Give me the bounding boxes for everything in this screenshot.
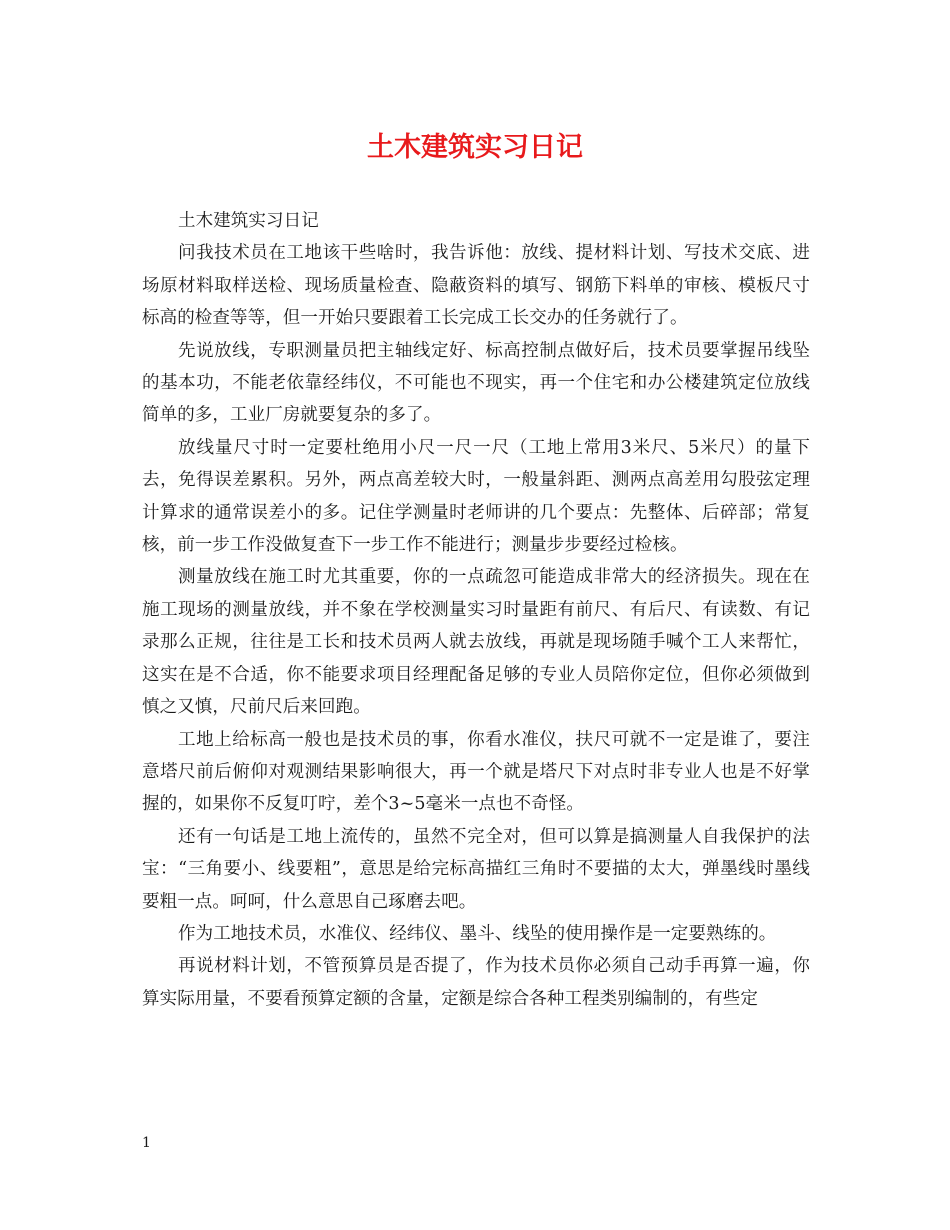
page-number: 1 <box>142 1135 151 1151</box>
paragraph: 还有一句话是工地上流传的，虽然不完全对，但可以算是搞测量人自我保护的法宝：“三角要小、线要粗”，意思是给完标高描红三角时不要描的太大，弹墨线时墨线要粗一点。呵呵，什么意思自己琢磨去吧。 <box>142 826 810 912</box>
paragraph: 土木建筑实习日记 <box>178 211 319 231</box>
paragraph: 先说放线，专职测量员把主轴线定好、标高控制点做好后，技术员要掌握吊线坠的基本功，不能老依靠经纬仪，不可能也不现实，再一个住宅和办公楼建筑定位放线简单的多，工业厂房就要复杂的多了。 <box>142 340 810 426</box>
paragraph: 测量放线在施工时尤其重要，你的一点疏忽可能造成非常大的经济损失。现在在施工现场的测量放线，并不象在学校测量实习时量距有前尺、有后尺、有读数、有记录那么正规，往往是工长和技术员两人就去放线，再就是现场随手喊个工人来帮忙，这实在是不合适，你不能要求项目经理配备足够的专业人员陪你定位，但你必须做到慎之又慎，尺前尺后来回跑。 <box>142 567 810 718</box>
paragraph: 作为工地技术员，水准仪、经纬仪、墨斗、线坠的使用操作是一定要熟练的。 <box>178 923 777 944</box>
document-body <box>142 205 810 1015</box>
paragraph: 再说材料计划，不管预算员是否提了，作为技术员你必须自己动手再算一遍，你算实际用量，不要看预算定额的含量，定额是综合各种工程类别编制的，有些定 <box>142 956 810 1009</box>
paragraph: 问我技术员在工地该干些啥时，我告诉他：放线、提材料计划、写技术交底、进场原材料取样送检、现场质量检查、隐蔽资料的填写、钢筋下料单的审核、模板尺寸标高的检查等等，但一开始只要跟着工长完成工长交办的任务就行了。 <box>142 243 810 329</box>
document-title: 土木建筑实习日记 <box>367 132 583 163</box>
paragraph: 工地上给标高一般也是技术员的事，你看水准仪，扶尺可就不一定是谁了，要注意塔尺前后俯仰对观测结果影响很大，再一个就是塔尺下对点时非专业人也是不好掌握的，如果你不反复叮咛，差个3~5毫米一点也不奇怪。 <box>142 729 810 815</box>
paragraph: 放线量尺寸时一定要杜绝用小尺一尺一尺（工地上常用3米尺、5米尺）的量下去，免得误差累积。另外，两点高差较大时，一般量斜距、测两点高差用勾股弦定理计算求的通常误差小的多。记住学测量时老师讲的几个要点：先整体、后碎部；常复核，前一步工作没做复查下一步工作不能进行；测量步步要经过检核。 <box>142 437 810 556</box>
